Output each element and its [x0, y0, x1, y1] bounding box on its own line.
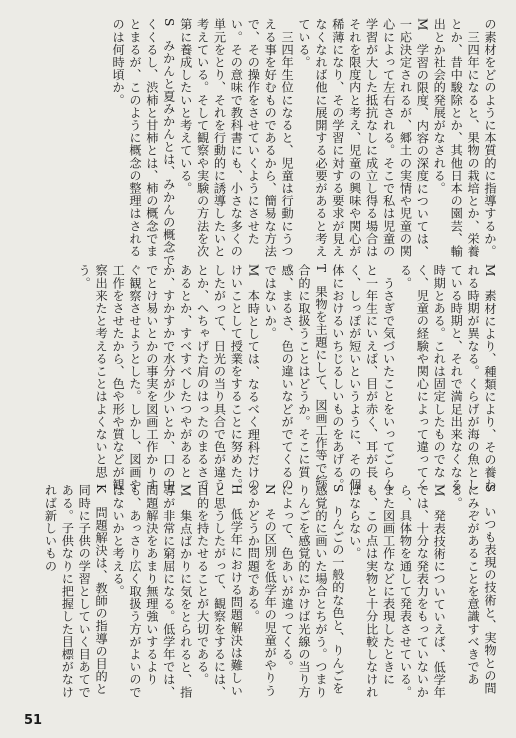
paragraph: H 低学年における問題解決は難しいと思うしたがって、観察をするには、目的を持たせることが大切である。 — [195, 484, 244, 699]
paragraph: S みかんと夏みかんとは、みかんの概念でくくるし、渋柿と甘柿とは、柿の概念でまとまるが、このように概念の整理はされるのは何時頃か。 — [111, 18, 176, 267]
paragraph: K 問題解決は、教師の指導の目的と同時に子供の学習としていく目あてである。子供なりに把握した目標がなければ新しいもの — [43, 484, 109, 699]
paragraph: M 学習の限度、内容の深度については、一応決定されるが、郷土の実情や児童の関心によって左右される。そこで私は児童の学習が大した抵抗なしに成立し得る場合はそれを限度内と考え、児童の興味や関心が稀薄になり、その学習に対する要求が見えなくなれば他に展開する必要があると考えている。 — [297, 18, 430, 258]
paragraph: M 本時としては、なるべく理科だけのけいことして授業をすることに努めた。したがって、日光の当り具合で色が違うとか、へちゃげた肩のはったのまるさであるとか、すべすべしたつやがあるとか、すかすかで水分が少いとか、口の中でとけ易いとかの事実を図画工作かりすぐ観察させようとした。しかし、図画や工作をさせたから、色や形や質などが観察出来たと考えることはよくないと思う。 — [77, 264, 261, 492]
paragraph: T 果物を主題にして、図画工作等で綜合的に取扱うことはどうか。そこに質感、まるさ、色の違いなどがでてくるのではないか。 — [263, 264, 328, 491]
paragraph: M 素材により、種類により、その養われる時期が異なる。くらげが海の魚としている時期と、それで満足出来なくなる時期とある。これは固定したものでなく、児童の経験や関心によって違ってくる。 — [398, 264, 497, 492]
text-tier-lower — [10, 484, 498, 706]
paragraph: S いつも表現の技術と、実物との間にみぞがあることを意識すべきである。 — [449, 484, 497, 695]
paragraph: S りんごの一般的な色と、りんごを感覚的に画いた場合とちがう。つまりりんごを感覚的にかけば光線の当り方によって、色あいが違ってくる。 — [280, 484, 345, 699]
page-number: 51 — [24, 713, 43, 728]
paragraph: 三四年になると、果物の栽培とか、栄養とか、昔中駿除とか、其他日本の園芸、輸出とか社会的発展がなされる。 — [432, 18, 481, 258]
paragraph: M 発表技術についていえば、低学年では、十分な発表力をもっていないから、具体物を通して発表させている。また図画工作などに表現したときにも、この点は実物と十分比較しなければならない。 — [347, 484, 447, 699]
paragraph: うさぎで気づいたことをいってごらんと一年生にいえば、目が赤く、耳が長く、しっぽが短いというように、その個体におけるいちじるしいものをあげる。 — [330, 264, 396, 491]
text-tier-middle — [10, 264, 498, 492]
paragraph: M 集点ばかりに気をとられると、指導が非常に窮屈になる。低学年では、問題解決をあまり無理強いするよりも、あっさり広く取扱う方がよいのではないかと考える。 — [111, 484, 193, 699]
text-tier-upper — [10, 18, 498, 268]
paragraph: 三四年生位になると、児童は行動にうつえる事を好むものであるから、簡易な方法で、その操作をさせていくようにさせたい。その意味で教科書にも、小さな多くの単元をとり、それを行動的に誘導したいと考えている。そして観察や実験の方法を次第に養成したいと考えている。 — [178, 18, 295, 258]
paragraph: の素材をどのように本質的に指導するか。 — [483, 18, 497, 258]
paragraph: N その区別を低学年の児童がやりうるかどうか問題である。 — [246, 484, 278, 697]
